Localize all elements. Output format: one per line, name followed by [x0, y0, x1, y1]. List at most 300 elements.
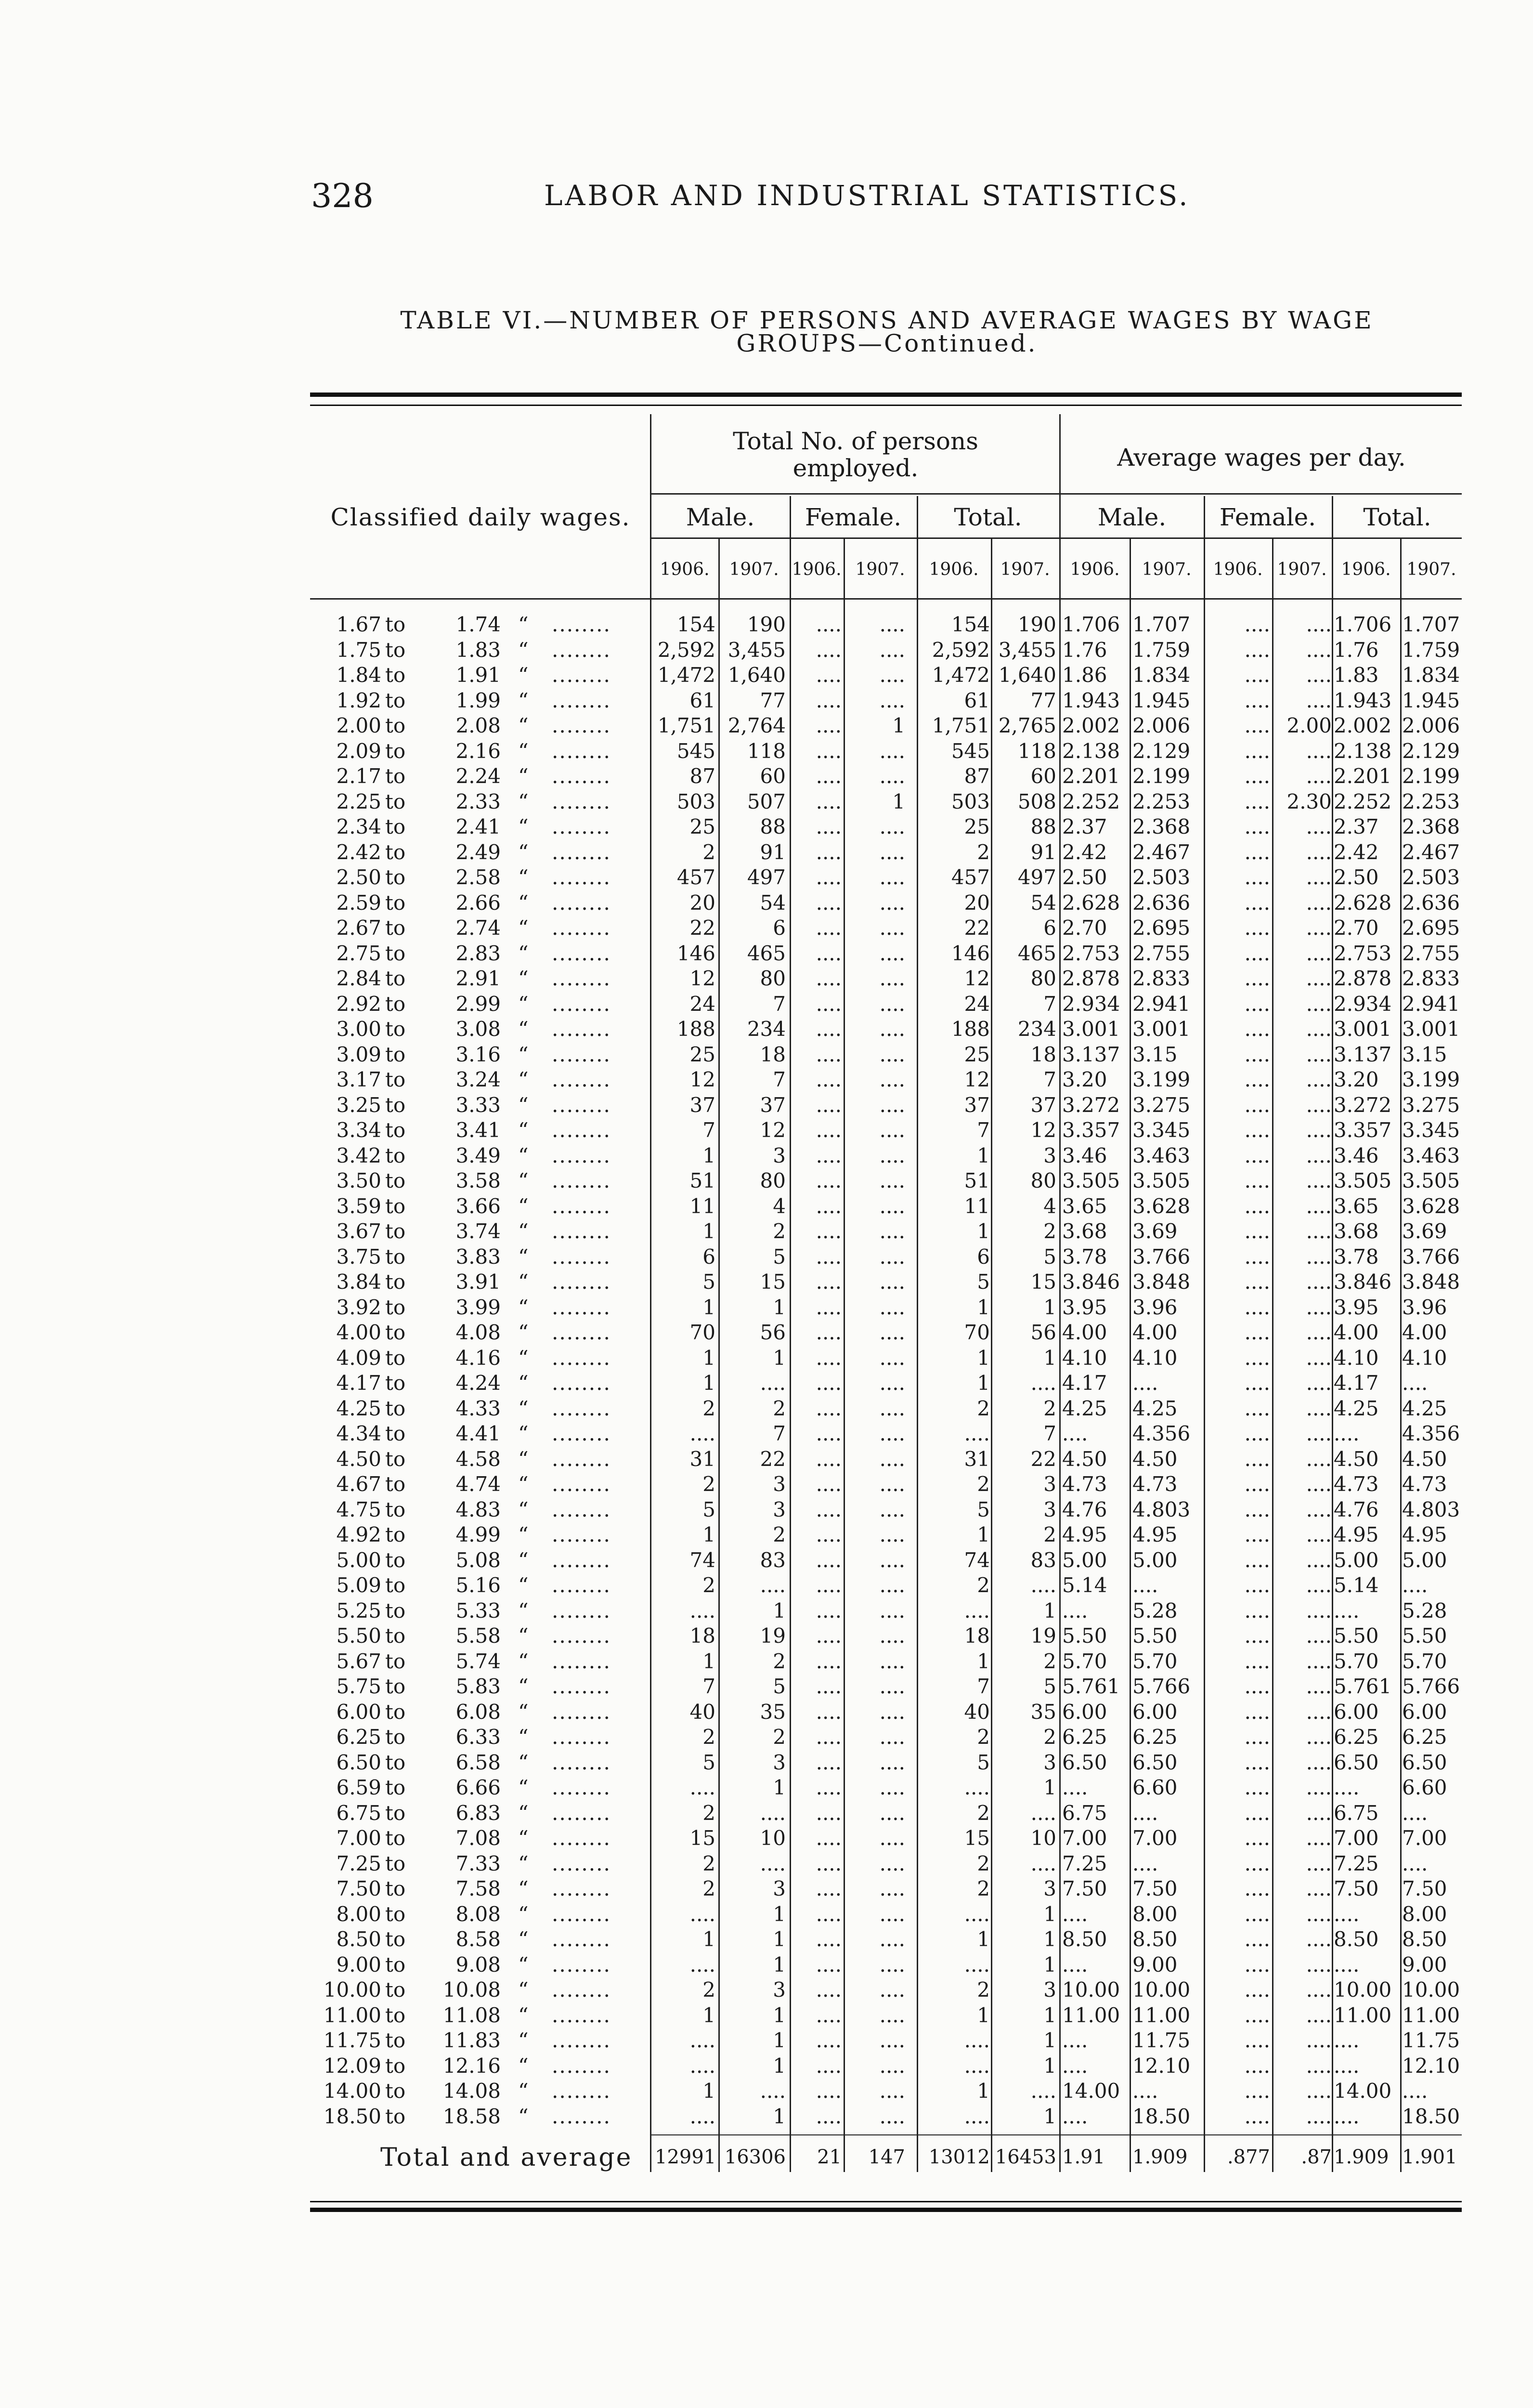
wage-range-low: 8.50 [336, 1927, 381, 1951]
table-cell: .... [879, 1902, 905, 1926]
wage-range-to: to [385, 1675, 406, 1698]
leader-dots: ........ [552, 688, 611, 712]
leader-dots: ........ [552, 764, 611, 788]
wage-range-high: 3.74 [455, 1219, 501, 1243]
table-cell: 1,751 [657, 714, 715, 737]
year-1907: 1907. [1000, 560, 1050, 579]
ditto-mark: “ [518, 789, 529, 813]
wage-range-to: to [385, 1472, 406, 1496]
ditto-mark: “ [518, 739, 529, 763]
table-cell: .... [1244, 1851, 1270, 1875]
wage-range-to: to [385, 1371, 406, 1395]
table-cell: 1 [977, 1523, 990, 1546]
table-cell: 2 [977, 1573, 990, 1597]
table-cell: 2.70 [1334, 916, 1379, 940]
wage-range-high: 4.33 [455, 1396, 501, 1420]
table-cell: 1 [773, 1295, 786, 1319]
table-cell: .... [816, 1017, 842, 1041]
table-cell: 2 [773, 1725, 786, 1749]
table-cell: .... [816, 1598, 842, 1623]
table-cell: .... [879, 941, 905, 965]
table-cell: .... [879, 1321, 905, 1344]
table-cell: 3 [773, 1978, 786, 2002]
year-1906: 1906. [660, 560, 710, 579]
table-cell: 4.25 [1402, 1396, 1447, 1420]
table-cell: 3.95 [1062, 1295, 1107, 1319]
wage-range-high: 3.24 [455, 1068, 501, 1091]
wage-range-to: to [385, 1422, 406, 1445]
wage-range-high: 3.33 [455, 1093, 501, 1117]
table-cell: 37 [689, 1093, 715, 1117]
table-cell: .... [816, 1548, 842, 1572]
wage-range-high: 3.08 [455, 1017, 501, 1041]
table-cell: .... [1306, 1927, 1332, 1951]
table-cell: .... [1306, 1877, 1332, 1900]
table-cell: 3.272 [1062, 1093, 1120, 1117]
table-cell: .... [1306, 941, 1332, 965]
table-cell: 3.272 [1334, 1093, 1392, 1117]
table-cell: .... [1244, 1295, 1270, 1319]
table-cell: 1 [1043, 2054, 1056, 2078]
wage-range-to: to [385, 1902, 406, 1926]
table-cell: 7.50 [1402, 1877, 1447, 1900]
table-cell: 3 [1043, 1497, 1056, 1521]
table-cell: 6.00 [1402, 1700, 1447, 1724]
table-cell: 2,764 [728, 714, 786, 737]
table-cell: 2 [773, 1219, 786, 1243]
table-cell: 3 [773, 1143, 786, 1167]
table-cell: .... [1244, 1472, 1270, 1496]
wage-range-high: 2.08 [455, 714, 501, 737]
table-cell: 2 [977, 1472, 990, 1496]
table-cell: 3.275 [1402, 1093, 1460, 1117]
table-cell: .... [816, 1978, 842, 2002]
wage-range-low: 14.00 [323, 2079, 381, 2103]
ditto-mark: “ [518, 1093, 529, 1117]
ditto-mark: “ [518, 1321, 529, 1344]
table-cell: 11.00 [1402, 2003, 1460, 2027]
ditto-mark: “ [518, 613, 529, 636]
wage-range-high: 6.08 [455, 1700, 501, 1724]
leader-dots: ........ [552, 1649, 611, 1673]
table-cell: 4.50 [1334, 1447, 1379, 1471]
wage-range-to: to [385, 2003, 406, 2027]
leader-dots: ........ [552, 739, 611, 763]
leader-dots: ........ [552, 663, 611, 687]
table-cell: 2,592 [932, 638, 990, 662]
table-cell: 5.70 [1334, 1649, 1379, 1673]
average-wages-header: Average wages per day. [1117, 444, 1406, 471]
table-cell: 3.275 [1132, 1093, 1191, 1117]
ditto-mark: “ [518, 1042, 529, 1066]
table-cell: 1 [702, 1371, 715, 1395]
table-cell: 3 [773, 1497, 786, 1521]
table-cell: 24 [689, 992, 715, 1016]
table-cell: .... [1306, 890, 1332, 915]
leader-dots: ........ [552, 967, 611, 990]
table-cell: .... [1030, 1573, 1056, 1597]
wage-range-low: 10.00 [323, 1978, 381, 2002]
table-cell: 3.628 [1402, 1194, 1460, 1218]
wage-range-high: 1.83 [455, 638, 501, 662]
table-cell: 22 [760, 1447, 786, 1471]
table-cell: 61 [964, 688, 990, 712]
table-cell: 2.628 [1062, 890, 1120, 915]
ditto-mark: “ [518, 840, 529, 864]
table-cell: .... [1244, 865, 1270, 889]
table-cell: 5 [773, 1675, 786, 1698]
leader-dots: ........ [552, 714, 611, 737]
table-cell: 4.95 [1402, 1523, 1447, 1546]
table-cell: 6.60 [1132, 1776, 1178, 1799]
wage-range-to: to [385, 688, 406, 712]
page-number: 328 [311, 177, 374, 215]
table-cell: 1 [1043, 2003, 1056, 2027]
wage-range-high: 6.33 [455, 1725, 501, 1749]
wage-range-to: to [385, 1017, 406, 1041]
table-cell: 7.50 [1334, 1877, 1379, 1900]
wage-range-high: 8.08 [455, 1902, 501, 1926]
table-cell: 14.00 [1062, 2079, 1120, 2103]
table-cell: .... [879, 1598, 905, 1623]
table-cell: 2 [1043, 1725, 1056, 1749]
table-cell: 6.75 [1062, 1801, 1107, 1825]
table-cell: 3.199 [1132, 1068, 1191, 1091]
table-cell: 3.357 [1062, 1118, 1120, 1142]
table-cell: 1 [977, 1371, 990, 1395]
wage-range-low: 6.59 [336, 1776, 381, 1799]
table-cell: 1 [702, 1523, 715, 1546]
leader-dots: ........ [552, 941, 611, 965]
table-cell: .... [816, 1497, 842, 1521]
wage-range-high: 6.66 [455, 1776, 501, 1799]
table-cell: 31 [689, 1447, 715, 1471]
ditto-mark: “ [518, 1902, 529, 1926]
leader-dots: ........ [552, 1472, 611, 1496]
table-cell: 1 [702, 2003, 715, 2027]
table-cell: .... [1244, 1725, 1270, 1749]
wage-range-to: to [385, 1270, 406, 1294]
table-row [0, 1801, 1533, 1826]
table-cell: .... [879, 1093, 905, 1117]
table-cell: 5.14 [1334, 1573, 1379, 1597]
wage-range-high: 8.58 [455, 1927, 501, 1951]
table-cell: 60 [760, 764, 786, 788]
table-cell: 11 [964, 1194, 990, 1218]
table-cell: .... [816, 739, 842, 763]
table-cell: .... [1306, 1952, 1332, 1976]
table-cell: 5.70 [1132, 1649, 1178, 1673]
table-cell: 2.878 [1334, 967, 1392, 990]
header-divider-groups [651, 493, 1462, 495]
table-cell: .... [816, 688, 842, 712]
totals-row [0, 2143, 1533, 2175]
leader-dots: ........ [552, 1371, 611, 1395]
table-cell: 4.10 [1132, 1346, 1178, 1370]
table-cell: 51 [964, 1169, 990, 1192]
table-cell: 154 [951, 613, 990, 636]
table-row [0, 1876, 1533, 1902]
table-cell: 5.761 [1334, 1675, 1392, 1698]
table-cell: 3.78 [1334, 1244, 1379, 1269]
table-cell: .... [1132, 1801, 1158, 1825]
table-cell: 37 [1030, 1093, 1056, 1117]
table-cell: 1 [977, 1927, 990, 1951]
table-cell: 1.943 [1334, 688, 1392, 712]
table-cell: 5.50 [1062, 1624, 1107, 1648]
table-cell: 7 [773, 992, 786, 1016]
ditto-mark: “ [518, 2104, 529, 2128]
wage-range-to: to [385, 1851, 406, 1875]
table-cell: 80 [1030, 967, 1056, 990]
table-cell: 5 [702, 1750, 715, 1774]
table-cell: 5.00 [1334, 1548, 1379, 1572]
table-row [0, 1346, 1533, 1371]
table-cell: .... [1244, 815, 1270, 838]
wage-range-low: 4.17 [336, 1371, 381, 1395]
table-cell: .... [879, 613, 905, 636]
table-cell: 37 [760, 1093, 786, 1117]
table-cell: .... [879, 663, 905, 687]
table-cell: 1 [1043, 1295, 1056, 1319]
table-cell: .... [879, 890, 905, 915]
table-cell: .... [1334, 2054, 1360, 2078]
table-cell: 2.129 [1402, 739, 1460, 763]
table-cell: .... [816, 2104, 842, 2128]
table-cell: .... [1062, 2054, 1088, 2078]
wage-range-high: 7.58 [455, 1877, 501, 1900]
wage-range-high: 2.99 [455, 992, 501, 1016]
wage-range-low: 2.50 [336, 865, 381, 889]
table-cell: 7.00 [1334, 1826, 1379, 1850]
table-cell: .... [1244, 916, 1270, 940]
wage-range-low: 2.00 [336, 714, 381, 737]
leader-dots: ........ [552, 1877, 611, 1900]
table-cell: .... [1306, 1447, 1332, 1471]
table-cell: .... [689, 1776, 715, 1799]
table-cell: .... [1062, 1952, 1088, 1976]
wage-range-high: 12.16 [442, 2054, 501, 2078]
table-cell: 7.50 [1062, 1877, 1107, 1900]
table-cell: .... [1244, 2079, 1270, 2103]
wage-range-low: 12.09 [323, 2054, 381, 2078]
table-cell: .... [1244, 613, 1270, 636]
table-cell: 4.95 [1132, 1523, 1178, 1546]
table-cell: .... [879, 1978, 905, 2002]
table-cell: 56 [1030, 1321, 1056, 1344]
wage-range-to: to [385, 1244, 406, 1269]
table-cell: .... [1244, 890, 1270, 915]
table-cell: 18 [760, 1042, 786, 1066]
table-cell: 1 [702, 1219, 715, 1243]
wage-range-high: 2.24 [455, 764, 501, 788]
wage-range-low: 3.84 [336, 1270, 381, 1294]
table-cell: 1 [702, 1649, 715, 1673]
ditto-mark: “ [518, 1371, 529, 1395]
table-cell: 457 [951, 865, 990, 889]
table-cell: 7 [977, 1118, 990, 1142]
table-cell: 3.766 [1402, 1244, 1460, 1269]
wage-range-high: 6.58 [455, 1750, 501, 1774]
wage-range-low: 4.67 [336, 1472, 381, 1496]
leader-dots: ........ [552, 1675, 611, 1698]
persons-male-header: Male. [686, 503, 755, 531]
table-cell: 1.759 [1132, 638, 1191, 662]
table-cell: 2.138 [1334, 739, 1392, 763]
table-cell: 3.68 [1334, 1219, 1379, 1243]
table-cell: .... [1244, 1573, 1270, 1597]
table-cell: 188 [951, 1017, 990, 1041]
wage-range-high: 2.91 [455, 967, 501, 990]
table-row [0, 1977, 1533, 2003]
table-cell: 10 [1030, 1826, 1056, 1850]
table-cell: 1 [702, 1346, 715, 1370]
table-cell: 6.50 [1334, 1750, 1379, 1774]
table-cell: 2.467 [1402, 840, 1460, 864]
wage-range-low: 2.42 [336, 840, 381, 864]
table-row [0, 1194, 1533, 1219]
table-cell: 8.50 [1062, 1927, 1107, 1951]
table-cell: 11.00 [1062, 2003, 1120, 2027]
table-cell: 3,455 [998, 638, 1056, 662]
table-cell: 1 [1043, 1776, 1056, 1799]
table-cell: .... [1306, 663, 1332, 687]
ditto-mark: “ [518, 1472, 529, 1496]
table-cell: 118 [1017, 739, 1056, 763]
table-cell: .... [964, 2054, 990, 2078]
table-cell: 2.201 [1062, 764, 1120, 788]
table-cell: .... [879, 1675, 905, 1698]
table-cell: .... [1306, 2079, 1332, 2103]
table-cell: .... [1306, 1801, 1332, 1825]
table-cell: 5.70 [1402, 1649, 1447, 1673]
table-cell: 4.73 [1132, 1472, 1178, 1496]
ditto-mark: “ [518, 1725, 529, 1749]
wage-range-to: to [385, 992, 406, 1016]
table-cell: 3.345 [1402, 1118, 1460, 1142]
table-row [0, 2104, 1533, 2130]
wage-range-high: 5.08 [455, 1548, 501, 1572]
wage-range-to: to [385, 1169, 406, 1192]
table-cell: 7 [773, 1422, 786, 1445]
table-cell: 4.00 [1402, 1321, 1447, 1344]
table-cell: .... [879, 1371, 905, 1395]
wage-range-high: 3.99 [455, 1295, 501, 1319]
table-cell: 3.463 [1402, 1143, 1460, 1167]
total-cell: 1.909 [1334, 2146, 1389, 2168]
table-cell: 2.42 [1062, 840, 1107, 864]
table-cell: .... [1306, 1700, 1332, 1724]
table-cell: 2.934 [1062, 992, 1120, 1016]
table-cell: 3.65 [1062, 1194, 1107, 1218]
table-cell: 1 [977, 1143, 990, 1167]
wage-range-to: to [385, 1295, 406, 1319]
table-cell: 3 [1043, 1750, 1056, 1774]
table-cell: .... [1244, 1219, 1270, 1243]
ditto-mark: “ [518, 688, 529, 712]
table-cell: 2,592 [657, 638, 715, 662]
year-1907: 1907. [1277, 560, 1327, 579]
table-cell: .... [879, 2104, 905, 2128]
table-cell: .... [879, 1624, 905, 1648]
wage-range-low: 18.50 [323, 2104, 381, 2128]
table-cell: .... [879, 1169, 905, 1192]
table-cell: .... [1306, 1321, 1332, 1344]
table-cell: 3.628 [1132, 1194, 1191, 1218]
table-cell: 2.253 [1402, 789, 1460, 813]
table-cell: 2.00 [1286, 714, 1332, 737]
table-cell: .... [1334, 1598, 1360, 1623]
table-cell: 77 [1030, 688, 1056, 712]
table-cell: .... [816, 815, 842, 838]
table-cell: .... [816, 2054, 842, 2078]
table-cell: .... [816, 789, 842, 813]
table-cell: .... [1306, 1598, 1332, 1623]
leader-dots: ........ [552, 613, 611, 636]
table-cell: .... [1306, 2028, 1332, 2052]
table-cell: 5.00 [1062, 1548, 1107, 1572]
table-cell: 4.356 [1132, 1422, 1191, 1445]
wage-range-to: to [385, 1523, 406, 1546]
table-cell: .... [1402, 1573, 1428, 1597]
table-cell: 1 [773, 1927, 786, 1951]
table-cell: 234 [747, 1017, 786, 1041]
table-cell: .... [1030, 2079, 1056, 2103]
table-cell: 2 [977, 1877, 990, 1900]
wage-range-low: 2.25 [336, 789, 381, 813]
table-row [0, 1775, 1533, 1801]
ditto-mark: “ [518, 1270, 529, 1294]
leader-dots: ........ [552, 1396, 611, 1420]
wage-range-high: 2.33 [455, 789, 501, 813]
header-bottom-rule [310, 598, 1462, 600]
table-row [0, 1472, 1533, 1497]
table-cell: 7 [1043, 1068, 1056, 1091]
leader-dots: ........ [552, 1422, 611, 1445]
table-cell: 2.30 [1286, 789, 1332, 813]
table-cell: .... [1244, 1548, 1270, 1572]
table-cell: .... [879, 1700, 905, 1724]
table-row [0, 688, 1533, 714]
table-cell: .... [1244, 688, 1270, 712]
table-cell: 2 [1043, 1396, 1056, 1420]
table-cell: 7 [977, 1675, 990, 1698]
table-cell: 2.138 [1062, 739, 1120, 763]
table-cell: .... [1244, 789, 1270, 813]
table-cell: 9.00 [1402, 1952, 1447, 1976]
table-cell: .... [879, 1295, 905, 1319]
table-cell: .... [1244, 1068, 1270, 1091]
table-cell: .... [1244, 2003, 1270, 2027]
table-cell: 1.834 [1402, 663, 1460, 687]
table-cell: 3.46 [1062, 1143, 1107, 1167]
table-cell: 18.50 [1402, 2104, 1460, 2128]
wage-range-to: to [385, 967, 406, 990]
table-cell: 11.00 [1334, 2003, 1392, 2027]
table-cell: .... [760, 2079, 786, 2103]
wage-range-to: to [385, 1877, 406, 1900]
table-row [0, 663, 1533, 688]
bottom-rule-thick [310, 2208, 1462, 2212]
leader-dots: ........ [552, 1497, 611, 1521]
table-cell: .... [689, 1952, 715, 1976]
ditto-mark: “ [518, 1346, 529, 1370]
table-cell: 10 [760, 1826, 786, 1850]
table-cell: 465 [1017, 941, 1056, 965]
wage-range-low: 2.09 [336, 739, 381, 763]
table-cell: 1 [977, 1295, 990, 1319]
wage-range-high: 3.91 [455, 1270, 501, 1294]
